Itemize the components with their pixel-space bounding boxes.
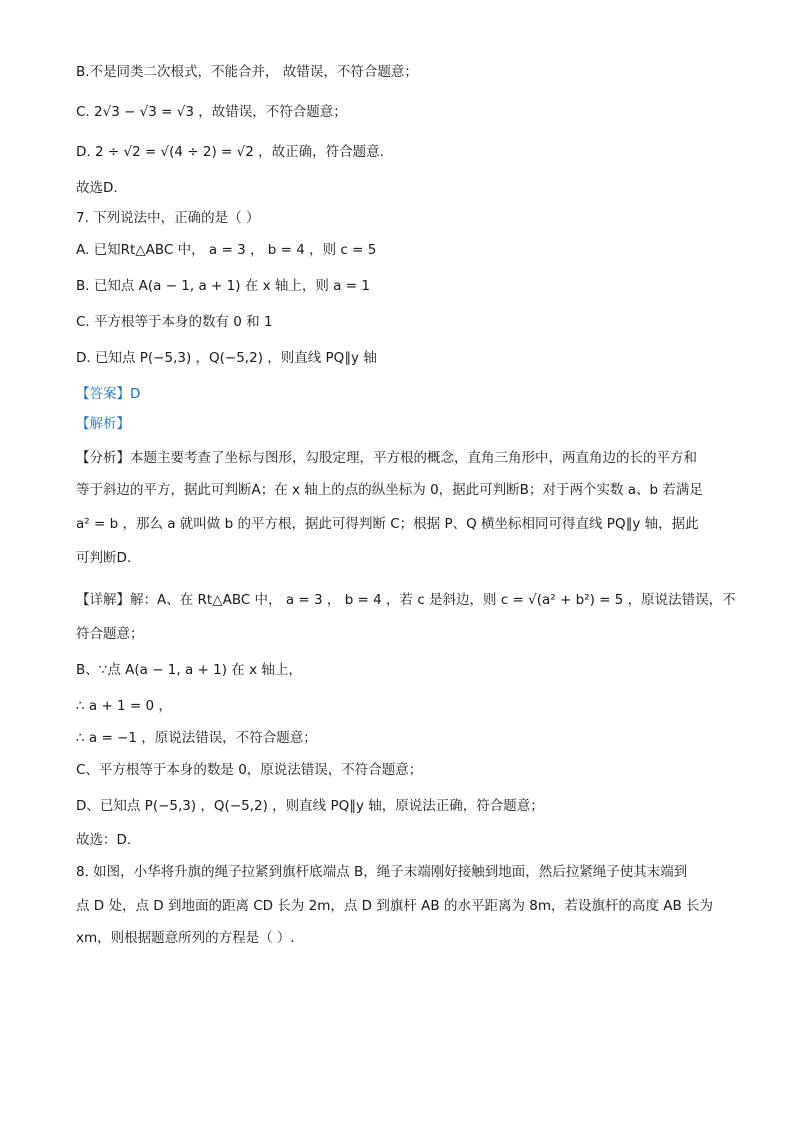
detail-text-line-7: D、已知点 P(−5,3) ，Q(−5,2) ，则直线 PQ∥y 轴，原说法正确，符合题意； bbox=[76, 798, 544, 814]
analysis-text-line-2: 等于斜边的平方，据此可判断A；在 x 轴上的点的纵坐标为 0，据此可判断B；对于两个实数 a、b 若满足 bbox=[76, 482, 703, 498]
analysis-label: 【解析】 bbox=[76, 416, 130, 432]
analysis-text-line-4: 可判断D. bbox=[76, 550, 132, 566]
detail-text-line-3: B、∵点 A(a − 1, a + 1) 在 x 轴上， bbox=[76, 662, 302, 678]
detail-text-line-6: C、平方根等于本身的数是 0，原说法错误，不符合题意； bbox=[76, 762, 423, 778]
detail-text-line-5: ∴ a = −1 ，原说法错误，不符合题意； bbox=[76, 730, 317, 746]
question-7-option-c: C. 平方根等于本身的数有 0 和 1 bbox=[76, 314, 273, 330]
detail-text-line-4: ∴ a + 1 = 0 ， bbox=[76, 698, 172, 714]
question-8-line-1: 8. 如图，小华将升旗的绳子拉紧到旗杆底端点 B，绳子末端刚好接触到地面，然后拉紧绳子使其末端到 bbox=[76, 864, 688, 880]
text-line-choose-d: 故选D. bbox=[76, 180, 118, 196]
analysis-text-line-3: a² = b ，那么 a 就叫做 b 的平方根，据此可得判断 C；根据 P、Q 横坐标相同可得直线 PQ∥y 轴，据此 bbox=[76, 516, 699, 532]
text-line-option-b-solution: B.不是同类二次根式，不能合并， 故错误，不符合题意； bbox=[76, 64, 418, 80]
question-8-line-2: 点 D 处，点 D 到地面的距离 CD 长为 2m，点 D 到旗杆 AB 的水平距离为 8m，若设旗杆的高度 AB 长为 bbox=[76, 898, 714, 914]
question-8-line-3: xm，则根据题意所列的方程是（ ）. bbox=[76, 930, 295, 946]
question-7-option-a: A. 已知Rt△ABC 中， a = 3 ， b = 4 ，则 c = 5 bbox=[76, 242, 377, 258]
detail-text-line-1: 【详解】解：A、在 Rt△ABC 中， a = 3 ， b = 4 ，若 c 是斜边，则 c = √(a² + b²) = 5 ，原说法错误，不 bbox=[76, 592, 736, 608]
text-line-option-c-solution: C. 2√3 − √3 = √3 ，故错误，不符合题意； bbox=[76, 104, 347, 120]
answer-label: 【答案】D bbox=[76, 386, 141, 402]
question-7-option-d: D. 已知点 P(−5,3) ，Q(−5,2) ，则直线 PQ∥y 轴 bbox=[76, 350, 377, 366]
question-7-option-b: B. 已知点 A(a − 1, a + 1) 在 x 轴上，则 a = 1 bbox=[76, 278, 370, 294]
detail-text-line-8: 故选：D. bbox=[76, 832, 132, 848]
analysis-text-line-1: 【分析】本题主要考查了坐标与图形，勾股定理，平方根的概念，直角三角形中，两直角边的长的平方和 bbox=[76, 450, 697, 466]
question-7-stem: 7. 下列说法中，正确的是（ ） bbox=[76, 210, 260, 226]
text-line-option-d-solution: D. 2 ÷ √2 = √(4 ÷ 2) = √2 ，故正确，符合题意. bbox=[76, 144, 384, 160]
detail-text-line-2: 符合题意； bbox=[76, 626, 144, 642]
